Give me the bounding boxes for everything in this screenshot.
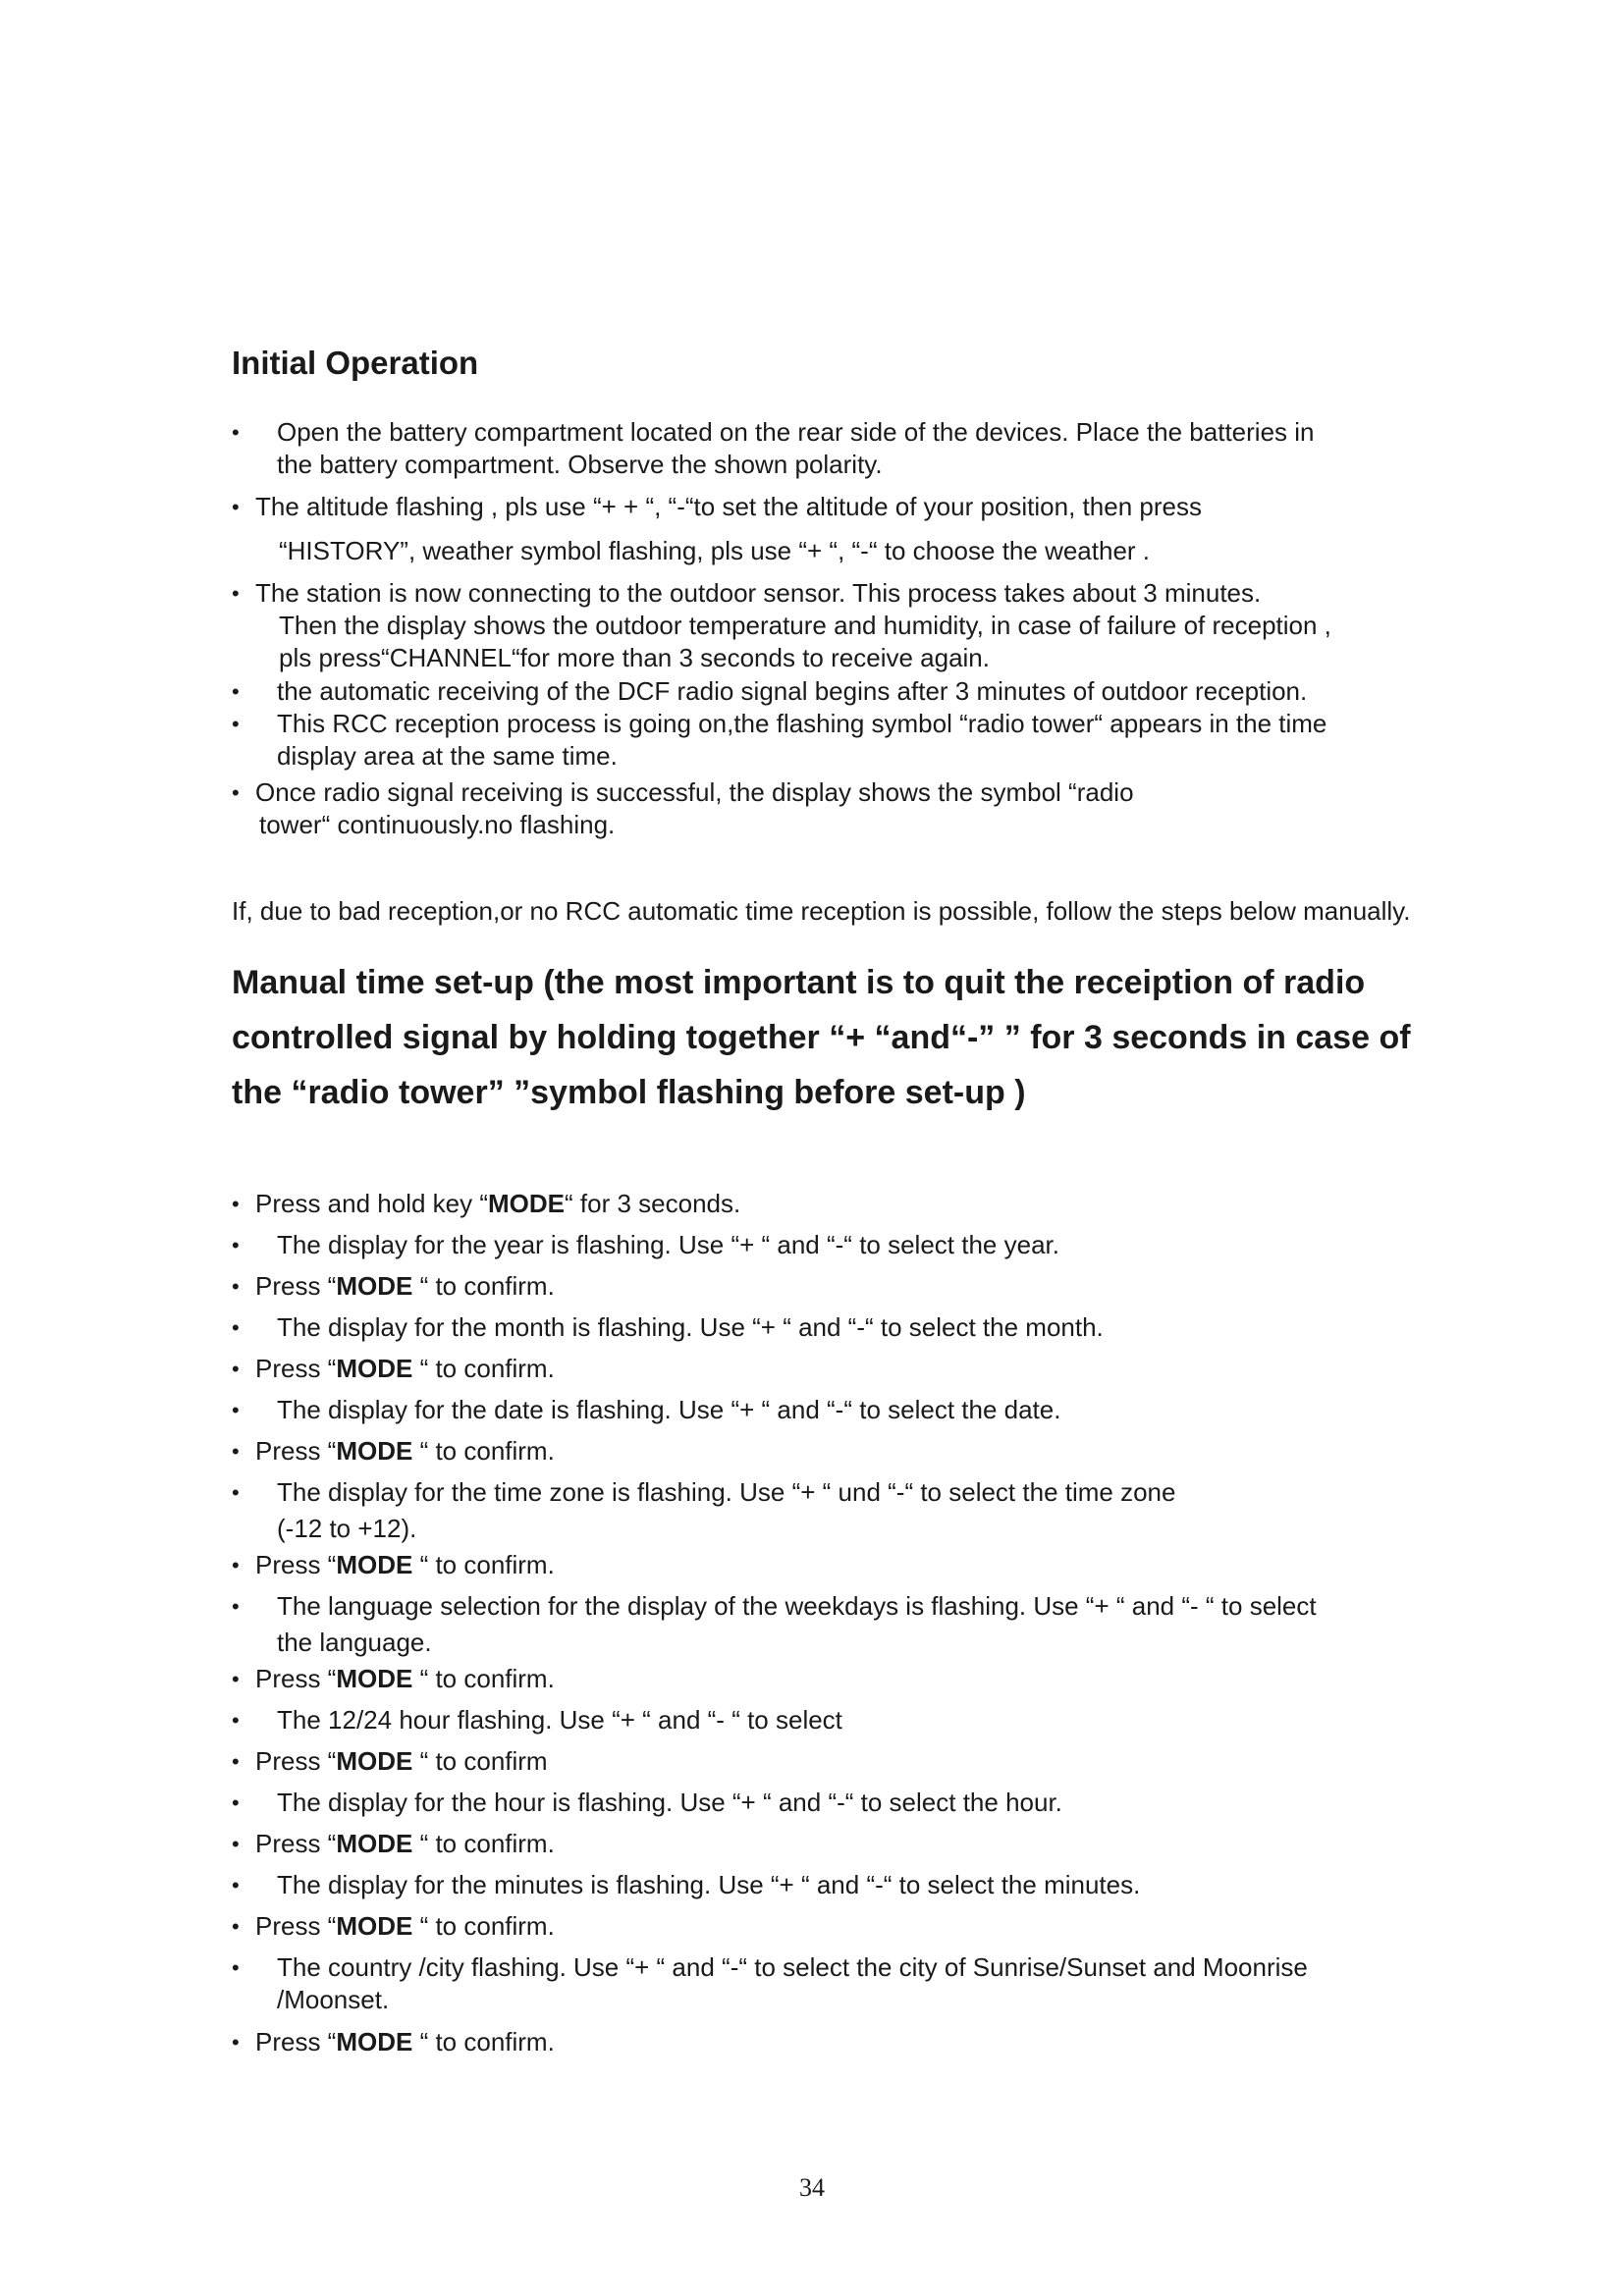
heading-line: the “radio tower” ”symbol flashing before set-up ) — [232, 1074, 1026, 1111]
step-text: The display for the year is flashing. Use “+ “ and “-“ to select the year. — [277, 1230, 1059, 1259]
step-text: Press “ — [255, 1271, 337, 1301]
list-item — [232, 675, 1307, 708]
mode-key-label: MODE — [336, 2027, 413, 2056]
step-text: The display for the month is flashing. Use “+ “ and “-“ to select the month. — [277, 1312, 1104, 1342]
step-text: The country /city flashing. Use “+ “ and “-“ to select the city of Sunrise/Sunset and Moonrise — [277, 1952, 1308, 1982]
bullet-icon: • — [232, 2030, 240, 2055]
bullet-icon: • — [232, 1274, 240, 1299]
list-item — [232, 1394, 1060, 1426]
mode-key-label: MODE — [336, 1829, 413, 1858]
list-item — [232, 1745, 548, 1778]
step-text: Press “ — [255, 1664, 337, 1693]
heading-line: controlled signal by holding together “+ “and“-” ” for 3 seconds in case of — [232, 1019, 1411, 1056]
list-item — [232, 1828, 555, 1860]
mode-key-label: MODE — [336, 1436, 413, 1466]
bullet-icon: • — [232, 1192, 240, 1216]
mode-key-label: MODE — [336, 1664, 413, 1693]
step-text: Press and hold key “ — [255, 1189, 489, 1218]
list-item — [232, 1476, 1175, 1545]
bullet-icon: • — [232, 1553, 240, 1577]
bullet-icon: • — [232, 1708, 240, 1733]
step-text: “ to confirm. — [412, 1550, 555, 1579]
step-text: Press “ — [255, 1550, 337, 1579]
bullet-icon: • — [232, 581, 240, 606]
reception-note: If, due to bad reception,or no RCC automatic time reception is possible, follow the steps below manually. — [232, 896, 1411, 926]
step-text: The language selection for the display of the weekdays is flashing. Use “+ “ and “- “ to select — [277, 1591, 1317, 1621]
bullet-icon: • — [232, 1790, 240, 1815]
list-item — [232, 1590, 1317, 1659]
step-text: Press “ — [255, 1436, 337, 1466]
list-item — [232, 1435, 555, 1468]
list-item — [232, 1549, 555, 1581]
list-item — [232, 1311, 1104, 1344]
bullet-icon: • — [232, 495, 240, 519]
bullet-icon: • — [232, 1667, 240, 1691]
list-item — [232, 1663, 555, 1695]
list-item-text: the automatic receiving of the DCF radio signal begins after 3 minutes of outdoor reception. — [277, 676, 1308, 706]
bullet-icon: • — [232, 1315, 240, 1340]
step-text: “ for 3 seconds. — [565, 1189, 741, 1218]
mode-key-label: MODE — [488, 1189, 566, 1218]
list-item — [232, 1869, 1140, 1901]
step-text: The display for the time zone is flashing. Use “+ “ und “-“ to select the time zone — [277, 1477, 1176, 1507]
list-item — [232, 1229, 1059, 1261]
list-item-text: display area at the same time. — [277, 741, 618, 771]
step-text: “ to confirm. — [412, 1354, 555, 1383]
bullet-icon: • — [232, 1233, 240, 1257]
list-item — [232, 2026, 555, 2058]
bullet-icon: • — [232, 1439, 240, 1464]
bullet-icon: • — [232, 420, 240, 445]
step-text: The 12/24 hour flashing. Use “+ “ and “- “ to select — [277, 1705, 842, 1735]
step-text: “ to confirm. — [412, 1436, 555, 1466]
step-text: Press “ — [255, 2027, 337, 2056]
bullet-icon: • — [232, 712, 240, 736]
step-text: The display for the date is flashing. Use “+ “ and “-“ to select the date. — [277, 1395, 1061, 1424]
page-number: 34 — [799, 2173, 825, 2202]
bullet-icon: • — [232, 1480, 240, 1505]
bullet-icon: • — [232, 679, 240, 704]
mode-key-label: MODE — [336, 1354, 413, 1383]
bullet-icon: • — [232, 1594, 240, 1619]
step-text: (-12 to +12). — [277, 1514, 417, 1543]
step-text: “ to confirm. — [412, 1829, 555, 1858]
list-item — [232, 1787, 1062, 1819]
mode-key-label: MODE — [336, 1746, 413, 1776]
heading-line: Manual time set-up (the most important is to quit the receiption of radio — [232, 964, 1366, 1001]
bullet-icon: • — [232, 1873, 240, 1897]
list-item — [232, 577, 1331, 674]
list-item — [232, 1270, 555, 1303]
list-item — [232, 1188, 740, 1220]
step-text: “ to confirm. — [412, 1664, 555, 1693]
list-item-text: “HISTORY”, weather symbol flashing, pls use “+ “, “-“ to choose the weather . — [279, 536, 1151, 565]
step-text: Press “ — [255, 1911, 337, 1941]
step-text: Press “ — [255, 1829, 337, 1858]
step-text: /Moonset. — [277, 1985, 390, 2014]
list-item — [232, 708, 1326, 773]
list-item — [232, 1910, 555, 1943]
list-item-text: pls press“CHANNEL“for more than 3 seconds to receive again. — [279, 643, 990, 672]
step-text: The display for the hour is flashing. Use “+ “ and “-“ to select the hour. — [277, 1788, 1062, 1817]
mode-key-label: MODE — [336, 1550, 413, 1579]
mode-key-label: MODE — [336, 1271, 413, 1301]
bullet-icon: • — [232, 1357, 240, 1381]
list-item — [232, 416, 1315, 481]
list-item-text: Once radio signal receiving is successful, the display shows the symbol “radio — [255, 777, 1134, 807]
list-item-text: The altitude flashing , pls use “+ + “, “-“to set the altitude of your position, then press — [255, 492, 1202, 521]
step-text: “ to confirm. — [412, 1271, 555, 1301]
step-text: the language. — [277, 1628, 432, 1657]
list-item-text: Open the battery compartment located on the rear side of the devices. Place the batteries in — [277, 417, 1315, 447]
mode-key-label: MODE — [336, 1911, 413, 1941]
list-item — [232, 1704, 842, 1736]
manual-time-setup-heading — [232, 955, 1449, 1120]
list-item-text: This RCC reception process is going on,the flashing symbol “radio tower“ appears in the time — [277, 709, 1327, 738]
bullet-icon: • — [232, 1832, 240, 1856]
step-text: “ to confirm. — [412, 2027, 555, 2056]
list-item — [232, 1951, 1308, 2016]
bullet-icon: • — [232, 1955, 240, 1980]
bullet-icon: • — [232, 1749, 240, 1774]
step-text: Press “ — [255, 1746, 337, 1776]
initial-operation-heading: Initial Operation — [232, 345, 479, 381]
step-text: The display for the minutes is flashing. Use “+ “ and “-“ to select the minutes. — [277, 1870, 1141, 1899]
list-item — [232, 776, 1134, 841]
step-text: “ to confirm. — [412, 1911, 555, 1941]
step-text: “ to confirm — [412, 1746, 548, 1776]
list-item-text: tower“ continuously.no flashing. — [259, 810, 616, 839]
list-item-text: Then the display shows the outdoor temperature and humidity, in case of failure of reception , — [279, 611, 1331, 640]
step-text: Press “ — [255, 1354, 337, 1383]
list-item-text: the battery compartment. Observe the shown polarity. — [277, 450, 883, 479]
list-item — [232, 1353, 555, 1385]
list-item — [232, 491, 1202, 567]
bullet-icon: • — [232, 1914, 240, 1939]
bullet-icon: • — [232, 1398, 240, 1422]
list-item-text: The station is now connecting to the outdoor sensor. This process takes about 3 minutes. — [255, 578, 1262, 608]
bullet-icon: • — [232, 780, 240, 805]
